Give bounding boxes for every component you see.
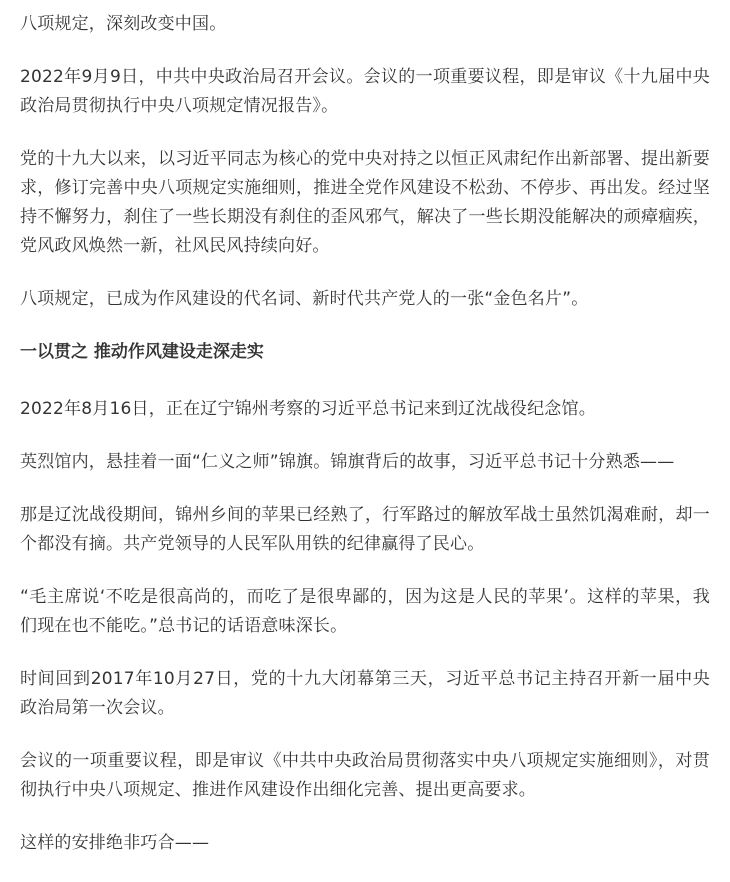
paragraph: 八项规定，深刻改变中国。 xyxy=(20,14,227,34)
paragraph: 这样的安排绝非巧合—— xyxy=(20,833,210,853)
paragraph: 2022年8月16日，正在辽宁锦州考察的习近平总书记来到辽沈战役纪念馆。 xyxy=(20,399,596,419)
paragraph: 八项规定，已成为作风建设的代名词、新时代共产党人的一张“金色名片”。 xyxy=(20,289,589,309)
paragraph: 英烈馆内，悬挂着一面“仁义之师”锦旗。锦旗背后的故事，习近平总书记十分熟悉—— xyxy=(20,452,675,472)
paragraph: 会议的一项重要议程，即是审议《中共中央政治局贯彻落实中央八项规定实施细则》，对贯彻执行中央八项规定、推进作风建设作出细化完善、提出更高要求。 xyxy=(20,751,710,800)
paragraph: 那是辽沈战役期间，锦州乡间的苹果已经熟了，行军路过的解放军战士虽然饥渴难耐，却一个都没有摘。共产党领导的人民军队用铁的纪律赢得了民心。 xyxy=(20,505,710,554)
section-heading: 一以贯之 推动作风建设走深走实 xyxy=(20,342,264,362)
paragraph: 党的十九大以来，以习近平同志为核心的党中央对持之以恒正风肃纪作出新部署、提出新要求，修订完善中央八项规定实施细则，推进全党作风建设不松劲、不停步、再出发。经过坚持不懈努力，刹住了一些长期没有刹住的歪风邪气，解决了一些长期没能解决的顽瘴痼疾，党风政风焕然一新，社风民风持续向好。 xyxy=(20,149,710,256)
paragraph: 时间回到2017年10月27日，党的十九大闭幕第三天，习近平总书记主持召开新一届中央政治局第一次会议。 xyxy=(20,669,710,718)
paragraph: “毛主席说‘不吃是很高尚的，而吃了是很卑鄙的，因为这是人民的苹果’。这样的苹果，我们现在也不能吃。”总书记的话语意味深长。 xyxy=(20,587,710,636)
paragraph: 2022年9月9日，中共中央政治局召开会议。会议的一项重要议程，即是审议《十九届中央政治局贯彻执行中央八项规定情况报告》。 xyxy=(20,67,710,116)
